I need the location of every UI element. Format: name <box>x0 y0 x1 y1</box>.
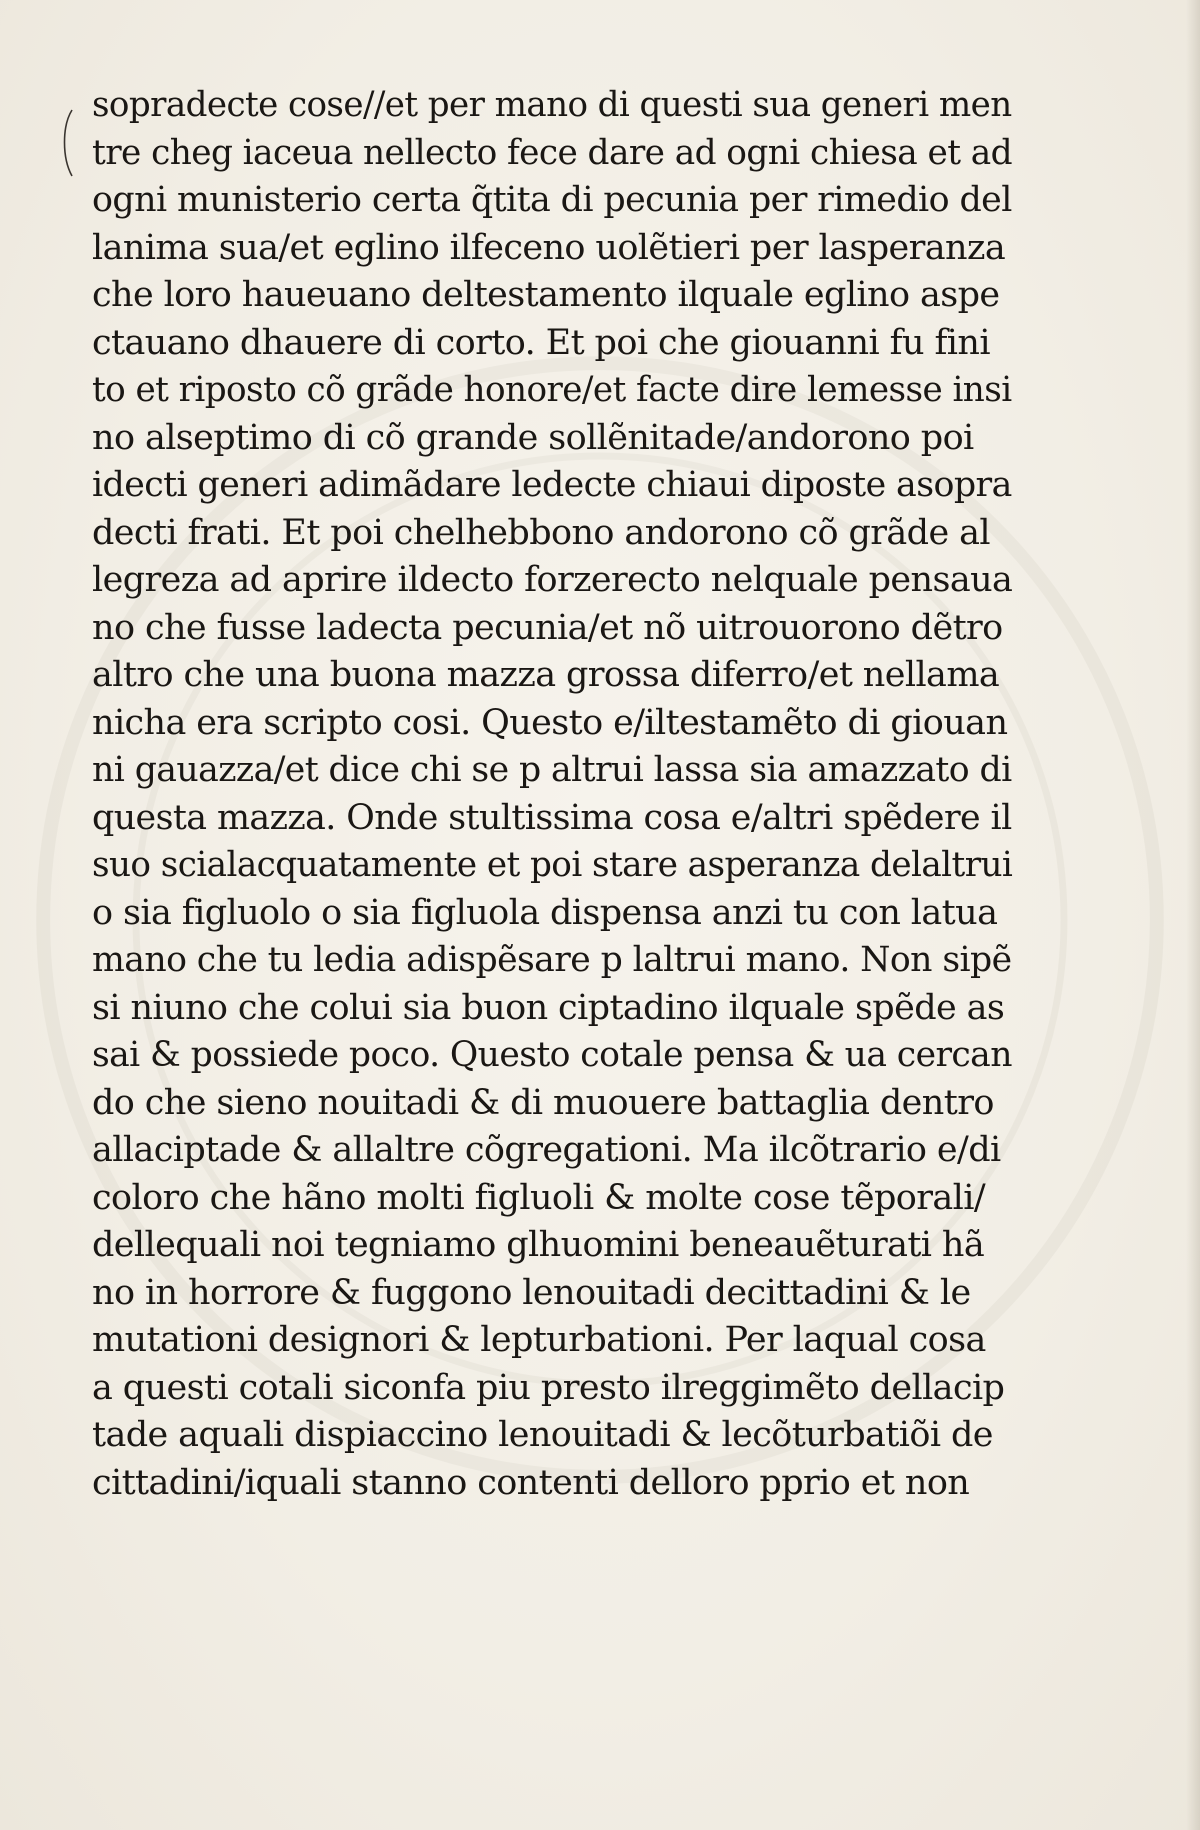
text-line: no alseptimo di cõ grande sollẽnitade/andorono poi <box>92 417 974 458</box>
text-line: ogni munisterio certa q̃tita di pecunia per rimedio del <box>92 180 1012 220</box>
text-line: tade aquali dispiaccino lenouitadi & lecõturbatiõi de <box>92 1415 993 1455</box>
text-line: tre cheg iaceua nellecto fece dare ad ogni chiesa et ad <box>92 132 1013 173</box>
text-line: sai & possiede poco. Questo cotale pensa & ua cercan <box>92 1035 1012 1075</box>
text-line: o sia figluolo o sia figluola dispensa anzi tu con latua <box>92 892 998 933</box>
text-line: che loro haueuano deltestamento ilquale eglino aspe <box>92 275 1000 315</box>
text-line: dellequali noi tegniamo glhuomini beneauẽturati hã <box>92 1225 985 1265</box>
text-line: legreza ad aprire ildecto forzerecto nelquale pensaua <box>92 560 1013 600</box>
text-line: coloro che hãno molti figluoli & molte cose tẽporali/ <box>92 1177 986 1218</box>
text-line: allaciptade & allaltre cõgregationi. Ma ilcõtrario e/di <box>92 1130 1001 1170</box>
text-line: si niuno che colui sia buon ciptadino ilquale spẽde as <box>92 987 1005 1028</box>
incunabulum-text-block <box>92 82 1012 1507</box>
text-line: mano che tu ledia adispẽsare p laltrui mano. Non sipẽ <box>92 940 1012 980</box>
text-line: mutationi designori & lepturbationi. Per laqual cosa <box>92 1320 986 1360</box>
text-line: no che fusse ladecta pecunia/et nõ uitrouorono dẽtro <box>92 607 1003 648</box>
text-line: do che sieno nouitadi & di muouere battaglia dentro <box>92 1082 994 1123</box>
text-line: sopradecte cose//et per mano di questi sua generi men <box>92 85 1012 125</box>
page-edge-shadow <box>1186 0 1200 1830</box>
text-line: no in horrore & fuggono lenouitadi decittadini & le <box>92 1272 971 1313</box>
text-line: cittadini/iquali stanno contenti delloro pprio et non <box>92 1462 970 1503</box>
text-line: questa mazza. Onde stultissima cosa e/altri spẽdere il <box>92 797 1012 838</box>
text-line: ctauano dhauere di corto. Et poi che giouanni fu fini <box>92 322 990 363</box>
text-line: decti frati. Et poi chelhebbono andorono cõ grãde al <box>92 512 990 553</box>
text-line: altro che una buona mazza grossa diferro/et nellama <box>92 655 1000 695</box>
text-line: a questi cotali siconfa piu presto ilreggimẽto dellacip <box>92 1367 1005 1408</box>
text-line: to et riposto cõ grãde honore/et facte dire lemesse insi <box>92 370 1012 410</box>
text-line: idecti generi adimãdare ledecte chiaui diposte asopra <box>92 465 1012 505</box>
text-line: ni gauazza/et dice chi se p altrui lassa sia amazzato di <box>92 750 1012 790</box>
text-line: lanima sua/et eglino ilfeceno uolẽtieri per lasperanza <box>92 227 1006 268</box>
margin-bracket-mark <box>58 108 80 178</box>
text-line: suo scialacquatamente et poi stare asperanza delaltrui <box>92 845 1013 885</box>
text-line: nicha era scripto cosi. Questo e/iltestamẽto di giouan <box>92 702 1008 743</box>
